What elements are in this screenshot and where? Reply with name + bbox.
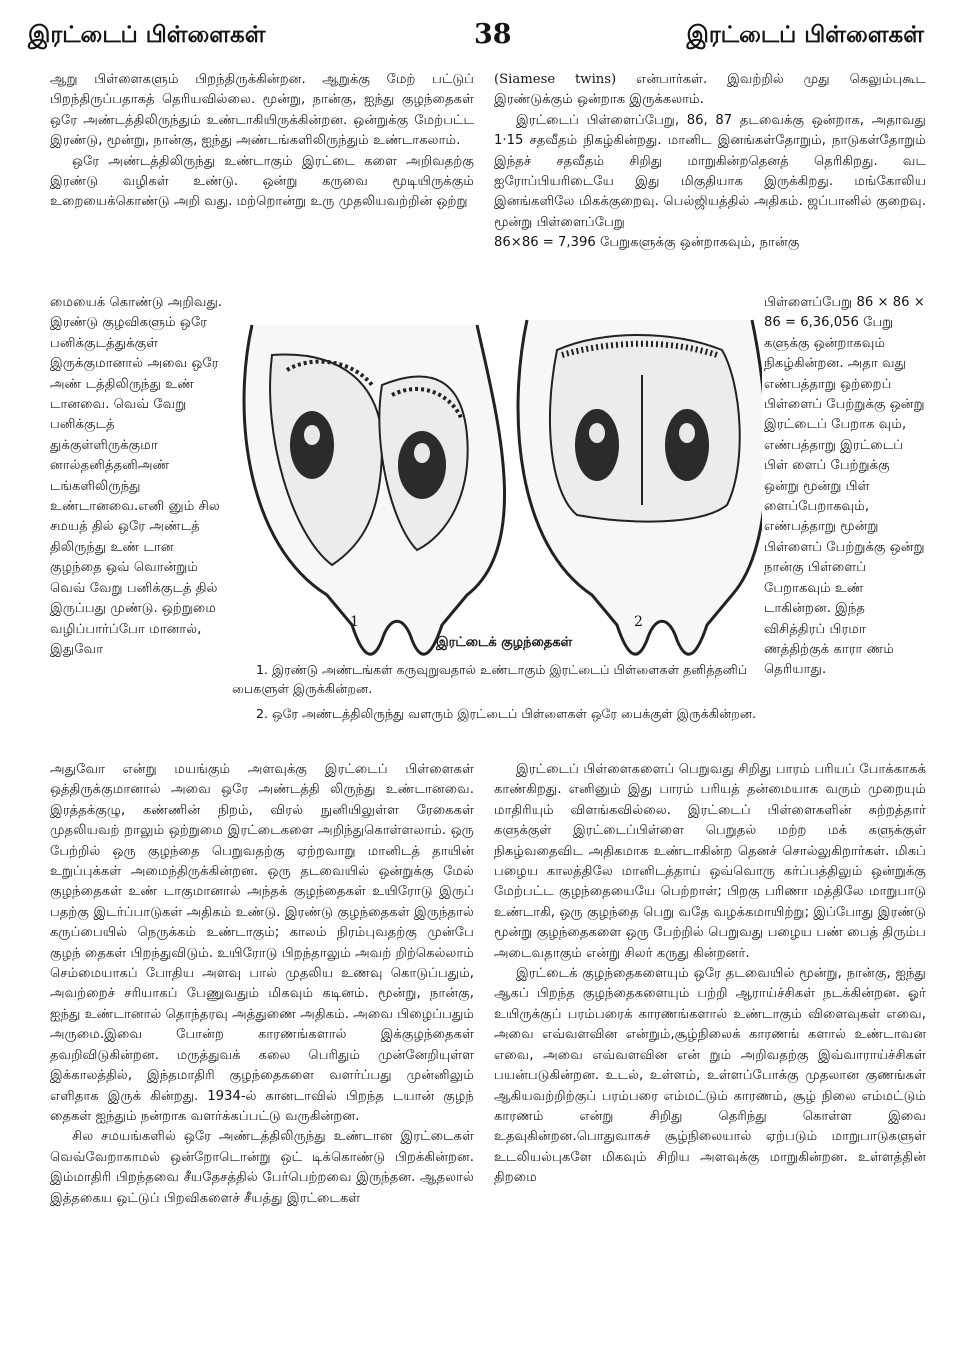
paragraph: இரட்டைப் பிள்ளைப்பேறு, 86, 87 தடவைக்கு ஒன்றாக, அதாவது 1·15 சதவீதம் நிகழ்கின்றது. மானிட இனங்கள்தோறும், நாடுகள்தோறும் இந்தச் சதவீதம் சிறிது மாறுகின்றதெனத் தெரிகிறது. வட ஐரோப்பியரிடையே இது மிகுதியாக இருக்கிறது. மங்கோலிய இனங்களிலே மிகக்குறைவு. பெல்ஜியத்தில் அதிகம். ஜப்பானில் குறைவு. மூன்று பிள்ளைப்பேறு: [494, 112, 926, 230]
paragraph: இரட்டைப் பிள்ளைகளைப் பெறுவது சிறிது பாரம் பரியப் போக்காகக் காண்கிறது. எனினும் இது பாரம் பரியத் தன்மையாக வரும் முறையும் மாதிரியும் விளங்கவில்லை. இரட்டைப் பிள்ளைகளின் சுற்றத்தார் களுக்குள் இரட்டைப்பிள்ளை பெறுதல் மற்ற மக் களுக்குள் நிகழ்வதைவிட அதிகமாக உண்டாகின்ற தெனச் சொல்லுகிறார்கள். மிகப் பழைய காலத்திலே மானிடத்தாய் ஒவ்வொரு கர்ப்பத்திலும் ஒன்றுக்கு மேற்பட்ட குழந்தையையே பெற்றாள்; பிறகு பரிணா மத்திலே மாறுபாடு உண்டாகி, ஒரு குழந்தை பெறு வதே வழக்கமாயிற்று; இப்போது இரண்டு மூன்று குழந்தைகளை ஒரு பேற்றில் பெறுவது பழைய பண் பைத் திரும்ப அடைவதாகும் என்று சிலர் கருது கின்றனர்.: [494, 762, 926, 961]
figure-label-2: 2: [634, 614, 643, 630]
figure-label-1: 1: [350, 614, 359, 630]
right-narrow-column: பிள்ளைப்பேறு 86 × 86 × 86 = 6,36,056 பேறு களுக்கு ஒன்றாகவும் நிகழ்கின்றன. அதா வது எண்பத்தாறு ஒற்றைப் பிள்ளைப் பேற்றுக்கு ஒன்று இரட்டைப் பேறாக வும், எண்பத்தாறு இரட்டைப் பிள் ளைப் பேற்றுக்கு ஒன்று மூன்று பிள் ளைப்பேறாகவும், எண்பத்தாறு மூன்று பிள்ளைப் பேற்றுக்கு ஒன்று நான்கு பிள்ளைப் பேறாகவும் உண் டாகின்றன. இந்த விசித்திரப் பிரமா ணத்திற்குக் காரா ணம் தெரியாது.: [764, 295, 925, 678]
left-narrow-column: மையைக் கொண்டு அறிவது. இரண்டு குழவிகளும் ஒரே பனிக்குடத்துக்குள் இருக்குமானால் அவை ஒரே அண் டத்திலிருந்து உண் டானவை. வெவ் வேறு பனிக்குடத் துக்குள்ளிருக்குமா னால்தனித்தனிஅண் டங்களிலிருந்து உண்டானவை.எனி னும் சில சமயத் தில் ஒரே அண்டத் திலிருந்து உண் டான குழந்தை ஒவ் வொன்றும் வெவ் வேறு பனிக்குடத் தில் இருப்பது முண்டு. ஒற்றுமை வழிப்பார்ப்போ மானால், இதுவோ: [50, 295, 223, 657]
paragraph: இரட்டைக் குழந்தைகளையும் ஒரே தடவையில் மூன்று, நான்கு, ஐந்து ஆகப் பிறந்த குழந்தைகளையும் பற்றி ஆராய்ச்சிகள் நடக்கின்றன. ஓர் உயிருக்குப் பரம்பரைக் காரணங்களால் உண்டாகும் விளைவுகள் எவை, அவை எவ்வளவின என்றும்,சூழ்நிலைக் காரணங் களால் உண்டாவன எவை, அவை எவ்வளவின என் றும் அறிவதற்கு இவ்வாராய்ச்சிகள் பயன்படுகின்றன. உடல், உள்ளம், உள்ளப்போக்கு முதலான குணங்கள் ஆகியவற்றிற்குப் பரம்பரை எம்மட்டும் காரணம், சூழ் நிலை எம்மட்டும் காரணம் என்று சிறிது தெரிந்து கொள்ள இவை உதவுகின்றன.பொதுவாகச் சூழ்நிலையால் ஏற்படும் மாறுபாடுகளுள் உடலியல்புகளே மிகவும் சிறிய அளவுக்கு மாறுகின்றன. உள்ளத்தின் திறமை: [494, 966, 926, 1186]
right-column-bottom: [494, 760, 926, 1189]
twins-uterus-illustration: [232, 295, 762, 675]
page-number: 38: [474, 19, 512, 50]
figure-caption-2: 2. ஒரே அண்டத்திலிருந்து வளரும் இரட்டைப் பிள்ளைகள் ஒரே பைக்குள் இருக்கின்றன.: [256, 706, 757, 721]
paragraph: சில சமயங்களில் ஒரே அண்டத்திலிருந்து உண்டான இரட்டைகள் வெவ்வேறாகாமல் ஒன்றோடொன்று ஒட் டிக்கொண்டு பிறக்கின்றன. இம்மாதிரி பிறந்தவை சீயதேசத்தில் பேர்பெற்றவை இருந்தன. ஆதலால் இத்தகைய ஒட்டுப் பிறவிகளைச் சீயத்து இரட்டைகள்: [50, 1129, 474, 1206]
right-column-top: [494, 70, 926, 254]
paragraph: அதுவோ என்று மயங்கும் அளவுக்கு இரட்டைப் பிள்ளைகள் ஒத்திருக்குமானால் அவை ஒரே அண்டத்தி லிருந்து உண்டானவை. இரத்தக்குழு, கண்ணின் நிறம், விரல் நுனியிலுள்ள ரேகைகள் முதலியவற் றாலும் ஒற்றுமை இரட்டைகளை அறிந்துகொள்ளலாம். ஒரு பேற்றில் ஒரு குழந்தை பெறுவதற்கு ஏற்றவாறு மானிடத் தாயின் உறுப்புக்கள் அமைந்திருக்கின்றன. ஒரு தடவையில் ஒன்றுக்கு மேல் குழந்தைகள் உண் டாகுமானால் அந்தக் குழந்தைகள் உயிரோடு இருப் பதற்கு இடர்ப்பாடுகள் அதிகம் உண்டு. இரண்டு குழந்தைகள் இருந்தால் கருப்பையில் நெருக்கம் உண்டாகும்; காலம் நிரம்புவதற்கு முன்பே குழந் தைகள் பிறந்துவிடும். உயிரோடு பிறந்தாலும் அவற் றிற்கெல்லாம் செம்மையாகப் போதிய அளவு பால் முதலிய உணவு கொடுப்பதும், அவற்றைச் சரியாகப் பேணுவதும் மிகவும் கடினம். மூன்று, நான்கு, ஐந்து உண்டானால் தொந்தரவு அத்துணை அதிகம். அவை பிழைப்பதும் அருமை.இவை போன்ற காரணங்களால் இக்குழந்தைகள் தவறிவிடுகின்றன. மருத்துவக் கலை பெரிதும் முன்னேறியுள்ள இக்காலத்தில், இந்தமாதிரி குழந்தைகளை வளர்ப்பது முன்னிலும் எளிதாக இருக் கின்றது. 1934-ல் கானடாவில் பிறந்த டயான் குழந் தைகள் ஐந்தும் நன்றாக வளர்க்கப்பட்டு வருகின்றன.: [50, 762, 474, 1124]
uterus-figure-2: [518, 320, 762, 654]
figure-title: இரட்டைக் குழந்தைகள்: [436, 635, 573, 650]
latin-term: (Siamese twins): [494, 72, 617, 87]
figure-caption-1: 1. இரண்டு அண்டங்கள் கருவுறுவதால் உண்டாகும் இரட்டைப் பிள்ளைகள் தனித்தனிப் பைகளுள் இருக்கின்றன.: [232, 662, 748, 696]
paragraph: (Siamese twins) என்பார்கள். இவற்றில் முது கெலும்புகூட இரண்டுக்கும் ஒன்றாக இருக்கலாம்.: [494, 72, 926, 108]
running-title-right: இரட்டைப் பிள்ளைகள்: [686, 22, 924, 48]
uterus-figure-1: [244, 325, 505, 654]
running-title-left: இரட்டைப் பிள்ளைகள்: [28, 22, 266, 48]
paragraph: ஒரே அண்டத்திலிருந்து உண்டாகும் இரட்டை களை அறிவதற்கு இரண்டு வழிகள் உண்டு. ஒன்று கருவை மூடியிருக்கும் உறையைக்கொண்டு அறி வது. மற்றொன்று உரு முதலியவற்றின் ஒற்று: [50, 153, 474, 210]
formula-line: 86×86 = 7,396 பேறுகளுக்கு ஒன்றாகவும், நான்கு: [494, 235, 800, 251]
paragraph: ஆறு பிள்ளைகளும் பிறந்திருக்கின்றன. ஆறுக்கு மேற் பட்டுப் பிறந்திருப்பதாகத் தெரியவில்லை. மூன்று, நான்கு, ஐந்து குழந்தைகள் ஒரே அண்டத்திலிருந்தும் உண்டாகியிருக்கின்றன. ஒன்றுக்கு மேற்பட்ட இரண்டு, மூன்று, நான்கு, ஐந்து அண்டங்களிலிருந்தும் உண்டாகலாம்.: [50, 72, 474, 149]
left-column-bottom: [50, 760, 474, 1209]
left-column-top: [50, 70, 474, 213]
